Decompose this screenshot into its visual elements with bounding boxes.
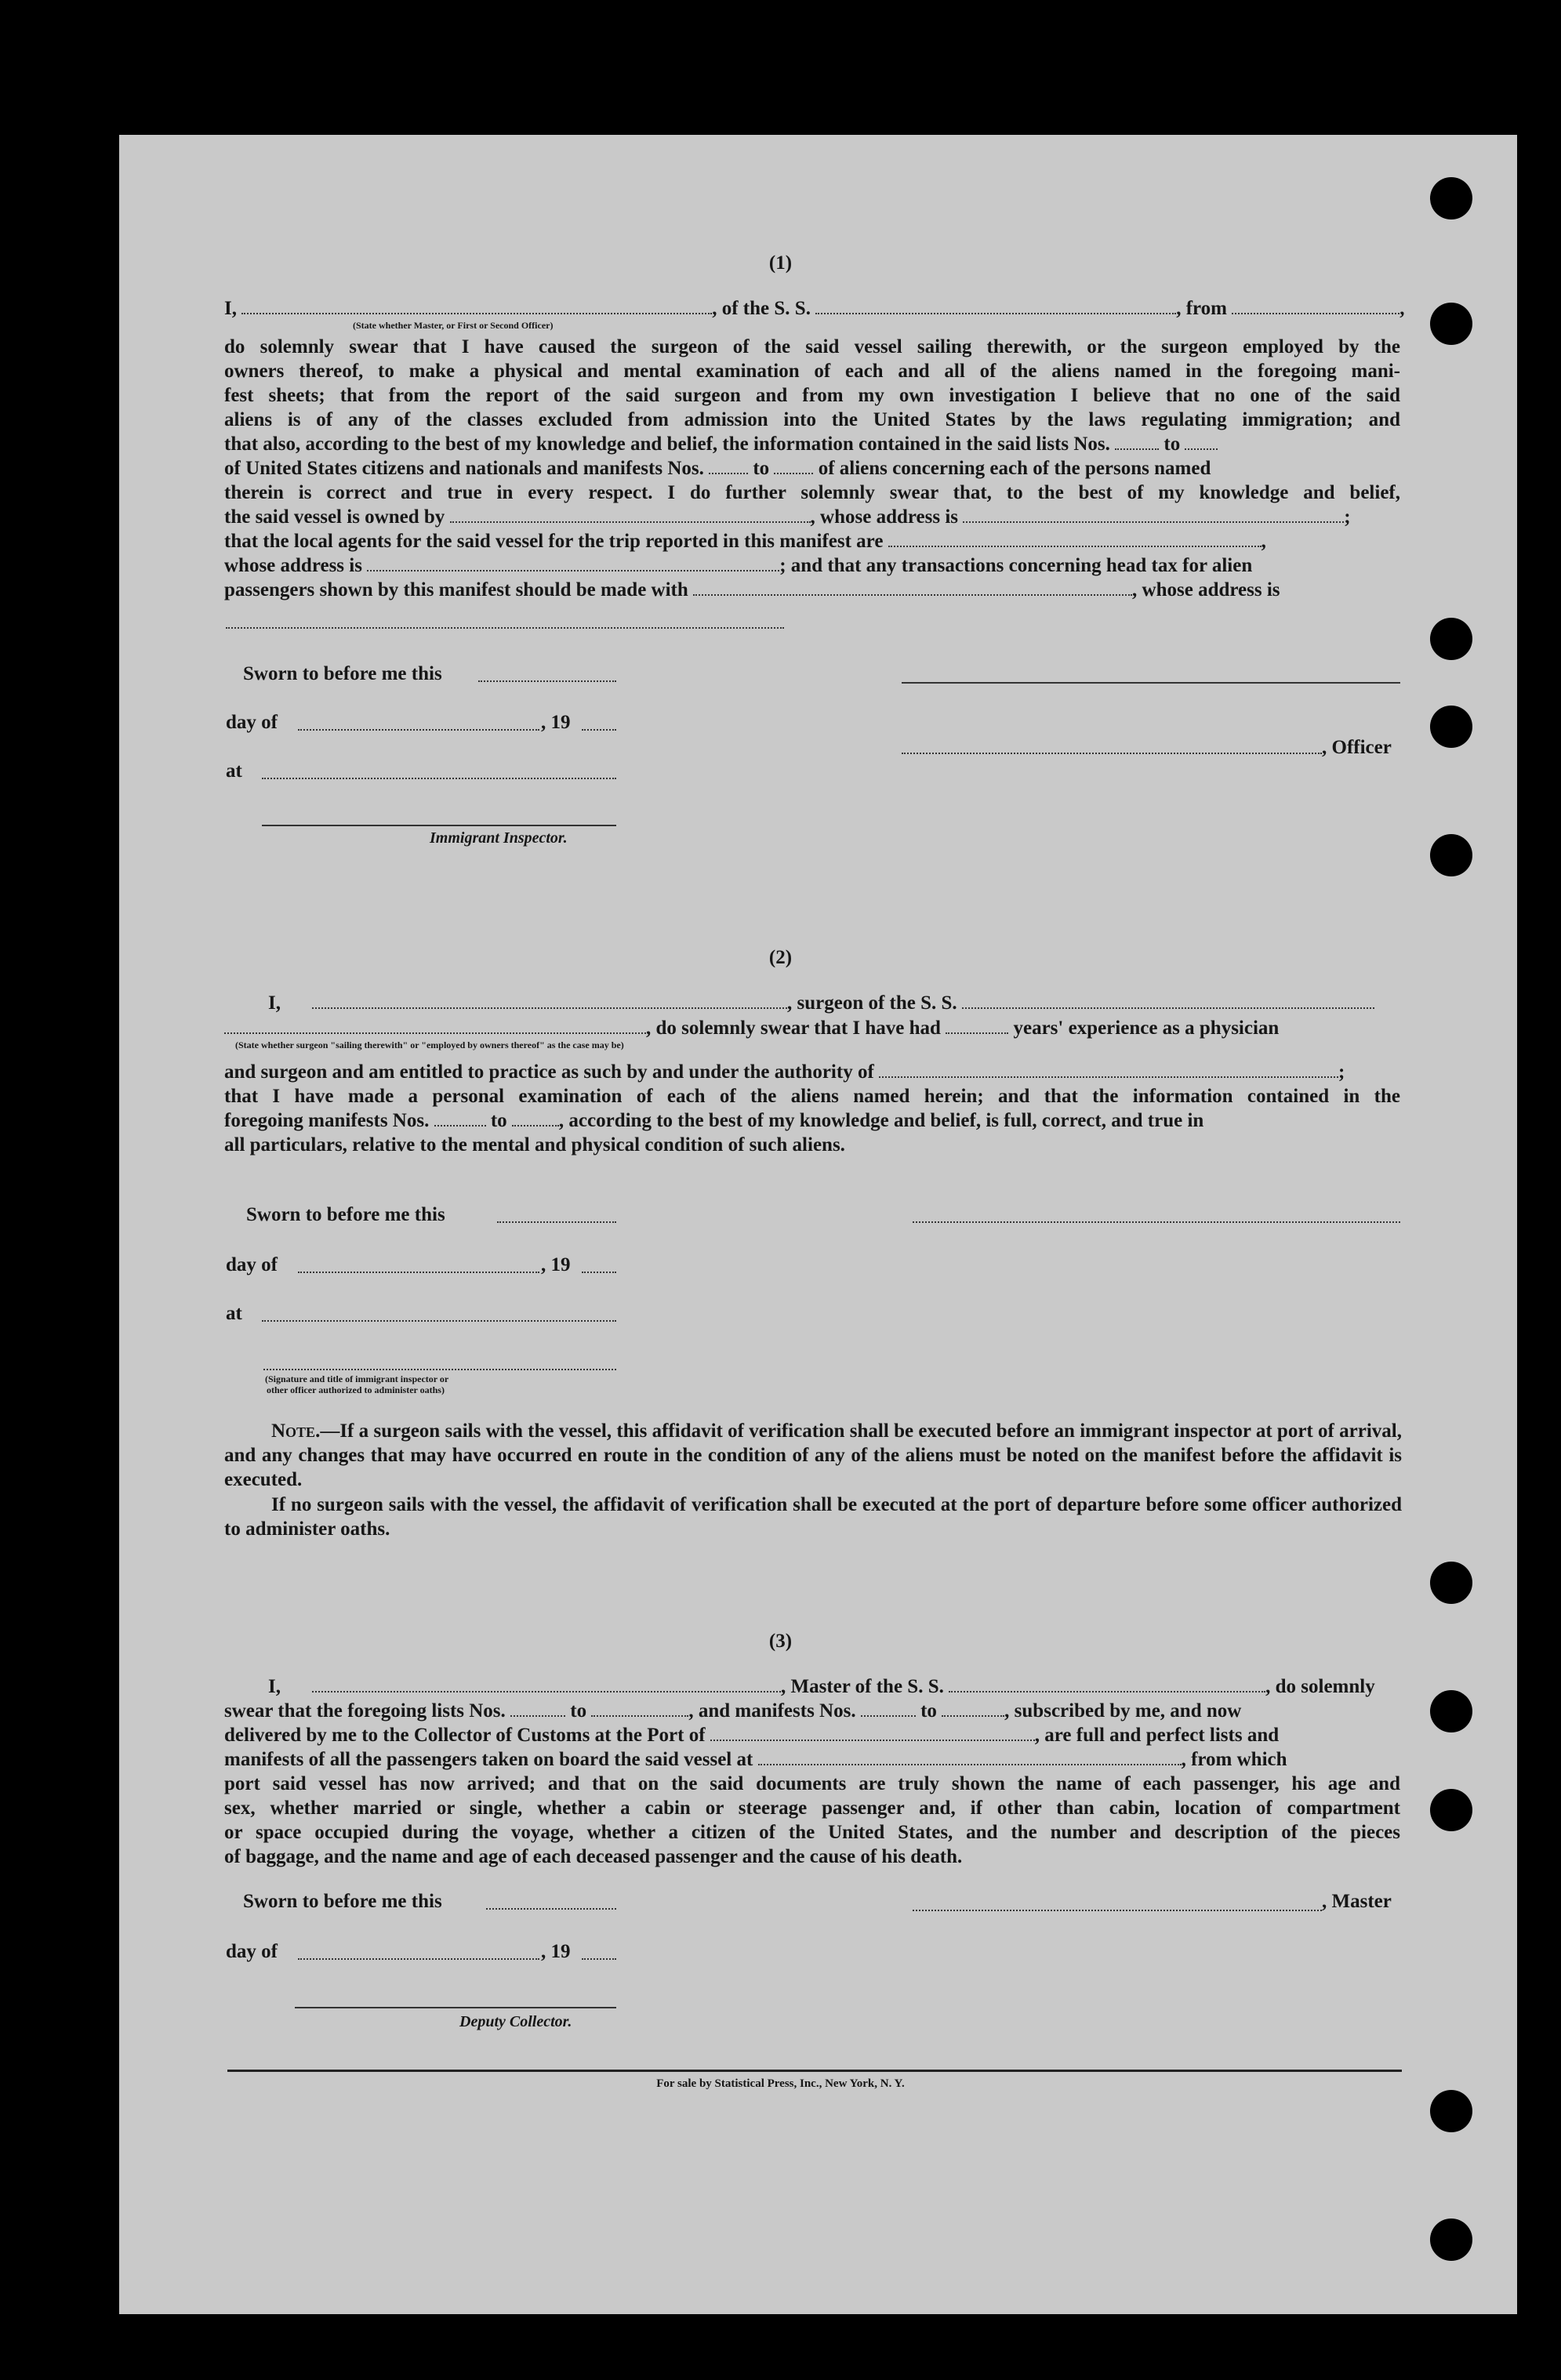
collector-port-line: delivered by me to the Collector of Customs at the Port of , are full and perfect lists and xyxy=(224,1725,1280,1746)
sworn-label: Sworn to before me this xyxy=(243,1891,442,1912)
oath-text-line: fest sheets; that from the report of the said surgeon and from my own investigation I believe that no one of the said xyxy=(224,385,1400,406)
sworn-date-blank xyxy=(486,1908,616,1910)
place-blank xyxy=(262,1320,616,1322)
surgeon-type-hint: (State whether surgeon "sailing therewith" or "employed by owners thereof" as the case may be) xyxy=(235,1039,624,1050)
punch-hole xyxy=(1430,2219,1472,2261)
head-tax-line: passengers shown by this manifest should be made with , whose address is xyxy=(224,579,1280,600)
section-number-1: (1) xyxy=(768,252,793,274)
punch-hole xyxy=(1430,1690,1472,1732)
signature-hint: other officer authorized to administer oaths) xyxy=(267,1384,445,1395)
inspector-signature-line xyxy=(263,1369,616,1370)
officer-title-blank xyxy=(902,753,1322,754)
punch-hole xyxy=(1430,177,1472,219)
year-label: , 19 xyxy=(541,1941,571,1962)
vessel-owner-line: the said vessel is owned by , whose address is ; xyxy=(224,506,1351,528)
oath-text-line: or space occupied during the voyage, whether a citizen of the United States, and the number and description of the pieces xyxy=(224,1822,1400,1843)
section-number-3: (3) xyxy=(768,1631,793,1652)
authority-line: and surgeon and am entitled to practice as such by and under the authority of ; xyxy=(224,1061,1345,1083)
collector-label: Deputy Collector. xyxy=(459,2013,572,2030)
at-label: at xyxy=(226,760,242,782)
month-blank xyxy=(298,1958,539,1960)
punch-hole xyxy=(1430,2090,1472,2132)
note-paragraph: If no surgeon sails with the vessel, the affidavit of verification shall be executed at the port of departure before some officer authorized to administer oaths. xyxy=(224,1494,1402,1540)
section-number-2: (2) xyxy=(768,947,793,968)
agents-address-line: whose address is ; and that any transactions concerning head tax for alien xyxy=(224,555,1253,576)
printer-credit: For sale by Statistical Press, Inc., New York, N. Y. xyxy=(656,2077,905,2090)
surgeon-oath-line: I, , surgeon of the S. S. xyxy=(224,991,1400,1015)
sworn-date-blank xyxy=(478,680,616,682)
oath-text-line: all particulars, relative to the mental and physical condition of such aliens. xyxy=(224,1134,845,1156)
departure-port-line: manifests of all the passengers taken on board the said vessel at , from which xyxy=(224,1749,1287,1770)
local-agents-line: that the local agents for the said vessel for the trip reported in this manifest are , xyxy=(224,531,1266,552)
oath-text-line: of baggage, and the name and age of each deceased passenger and the cause of his death. xyxy=(224,1846,963,1867)
surgeon-manifests-line: foregoing manifests Nos. to , according to the best of my knowledge and belief, is full, correct, and true in xyxy=(224,1110,1204,1131)
oath-text-line: port said vessel has now arrived; and that on the said documents are truly shown the name of each passenger, his age and xyxy=(224,1773,1400,1794)
month-blank xyxy=(298,1272,539,1273)
oath-manifests-line: of United States citizens and nationals and manifests Nos. to of aliens concerning each of the persons named xyxy=(224,458,1211,479)
oath-text-line: therein is correct and true in every respect. I do further solemnly swear that, to the best of my knowledge and belief, xyxy=(224,482,1400,503)
officer-label: , Officer xyxy=(1322,737,1392,758)
punch-hole xyxy=(1430,706,1472,748)
officer-oath-line: I, , of the S. S. , from , xyxy=(224,298,1405,319)
punch-hole xyxy=(1430,834,1472,876)
address-blank xyxy=(226,627,784,629)
footer-rule xyxy=(227,2070,1402,2072)
punch-hole xyxy=(1430,618,1472,660)
master-label: , Master xyxy=(1322,1891,1392,1912)
officer-signature-line xyxy=(902,682,1400,684)
day-of-label: day of xyxy=(226,712,278,733)
officer-rank-hint: (State whether Master, or First or Second Officer) xyxy=(353,320,554,331)
year-label: , 19 xyxy=(541,1254,571,1275)
year-blank xyxy=(582,1958,616,1960)
year-blank xyxy=(582,1272,616,1273)
month-blank xyxy=(298,729,539,731)
punch-hole xyxy=(1430,303,1472,345)
signature-hint: (Signature and title of immigrant inspector or xyxy=(265,1373,449,1384)
surgeon-signature-line xyxy=(913,1221,1400,1223)
oath-text-line: sex, whether married or single, whether a cabin or steerage passenger and, if other than cabin, location of compartment xyxy=(224,1798,1400,1819)
year-blank xyxy=(582,729,616,731)
oath-text-line: do solemnly swear that I have caused the surgeon of the said vessel sailing therewith, or the surgeon employed by the xyxy=(224,336,1400,357)
day-of-label: day of xyxy=(226,1941,278,1962)
surgeon-experience-line: , do solemnly swear that I have had years' experience as a physician xyxy=(224,1016,1400,1040)
place-blank xyxy=(262,778,616,779)
punch-hole xyxy=(1430,1789,1472,1831)
inspector-signature-line xyxy=(262,825,616,826)
at-label: at xyxy=(226,1303,242,1324)
master-signature-line xyxy=(913,1910,1322,1911)
year-label: , 19 xyxy=(541,712,571,733)
sworn-label: Sworn to before me this xyxy=(243,663,442,684)
oath-lists-line: that also, according to the best of my knowledge and belief, the information contained in the said lists Nos. to xyxy=(224,432,1400,456)
oath-text-line: aliens is of any of the classes excluded from admission into the United States by the laws regulating immigration; and xyxy=(224,409,1400,430)
note-paragraph: Note.—If a surgeon sails with the vessel, this affidavit of verification shall be executed before an immigrant inspector at port of arrival, and any changes that may have occurred en route in the condition of any of the aliens must be noted on the manifest before the affidavit is executed. xyxy=(224,1420,1402,1490)
master-lists-line: swear that the foregoing lists Nos. to , and manifests Nos. to , subscribed by me, and now xyxy=(224,1700,1242,1722)
punch-hole xyxy=(1430,1562,1472,1604)
inspector-label: Immigrant Inspector. xyxy=(430,829,568,847)
day-of-label: day of xyxy=(226,1254,278,1275)
sworn-label: Sworn to before me this xyxy=(246,1204,445,1225)
master-oath-line: I, , Master of the S. S. , do solemnly xyxy=(268,1676,1375,1697)
oath-text-line: that I have made a personal examination of each of the aliens named herein; and that the information contained in the xyxy=(224,1086,1400,1107)
collector-signature-line xyxy=(295,2007,616,2008)
sworn-date-blank xyxy=(497,1221,616,1223)
oath-text-line: owners thereof, to make a physical and mental examination of each and all of the aliens named in the foregoing mani- xyxy=(224,361,1400,382)
